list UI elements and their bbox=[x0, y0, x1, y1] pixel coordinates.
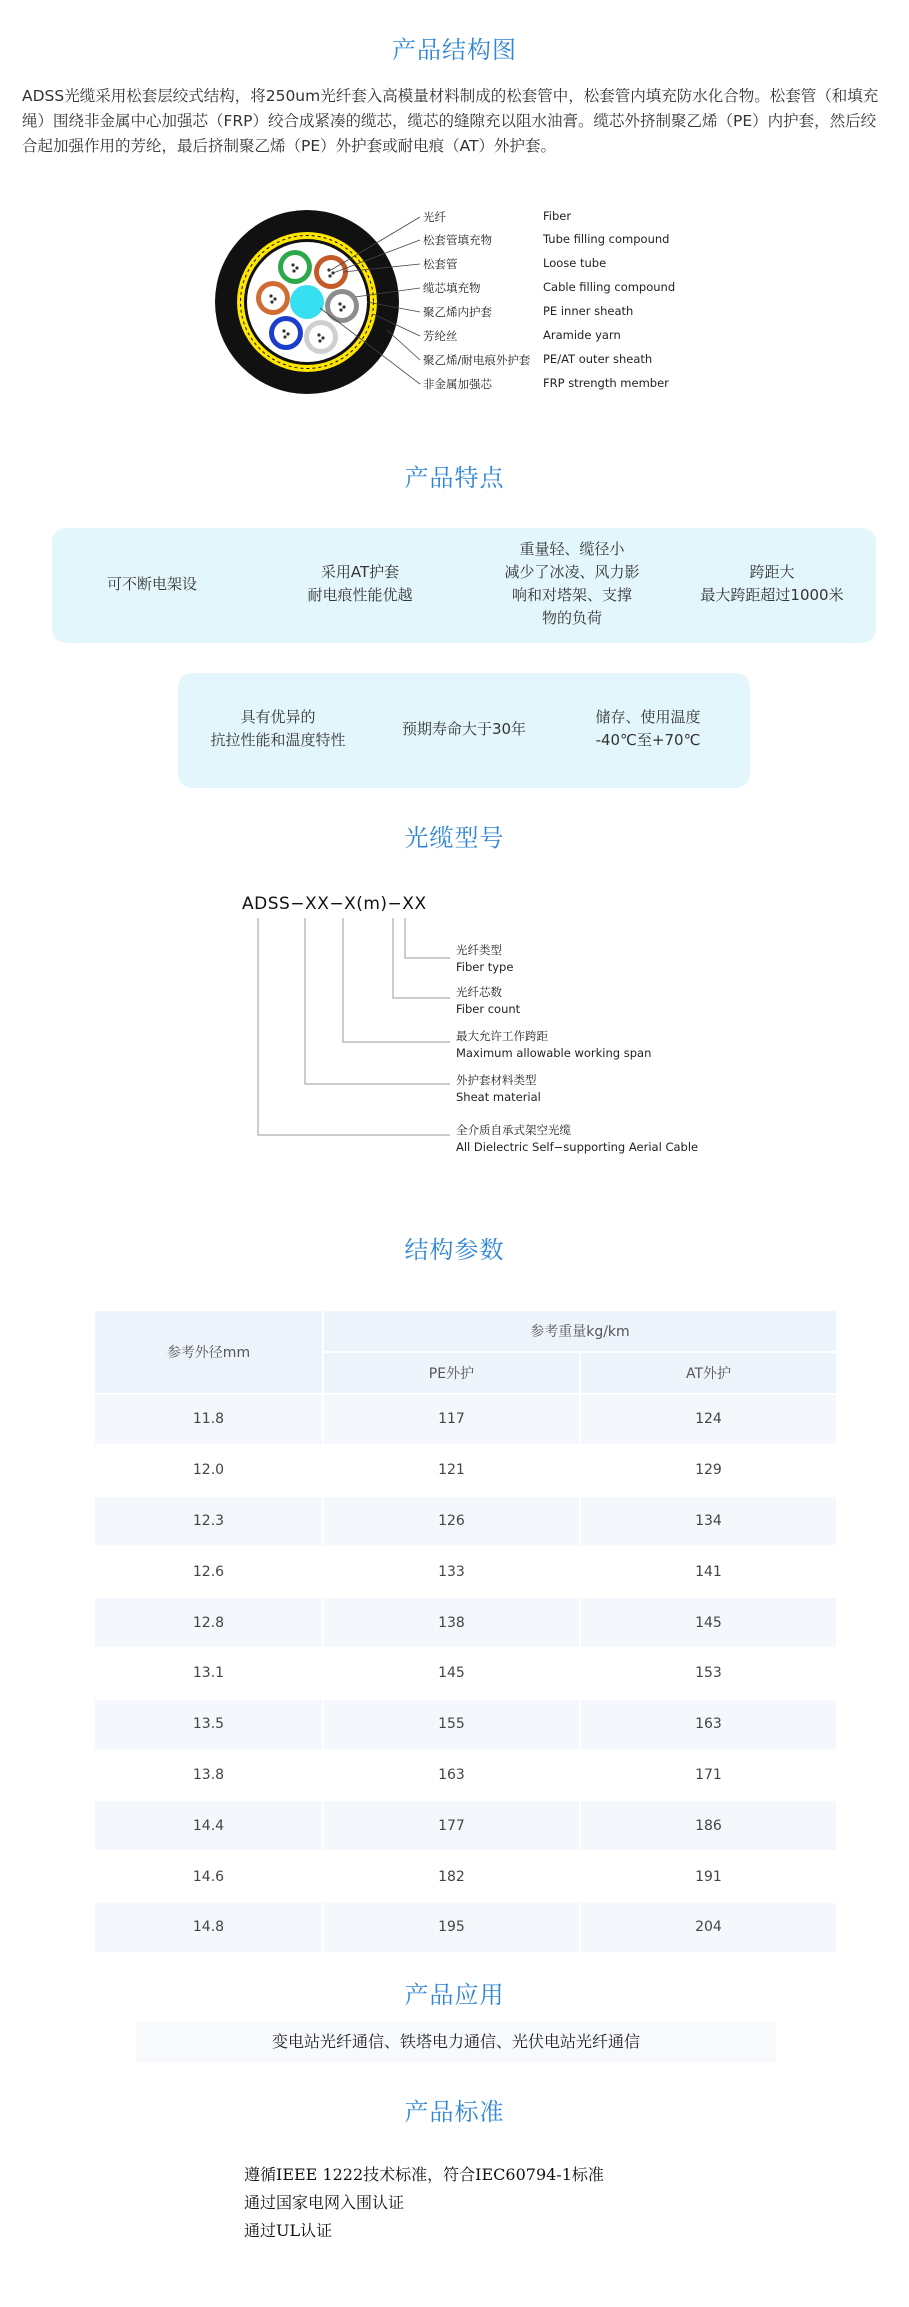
diagram-label-cn: 松套管填充物 bbox=[423, 233, 492, 247]
table-cell: 129 bbox=[581, 1446, 836, 1495]
feature-text: 可不断电架设 bbox=[106, 575, 197, 593]
table-cell: 12.6 bbox=[95, 1547, 322, 1596]
table-cell: 13.8 bbox=[95, 1751, 322, 1800]
model-label-en: All Dielectric Self−supporting Aerial Cable bbox=[456, 1140, 699, 1154]
feature-item bbox=[178, 706, 378, 752]
model-label-cn: 最大允许工作跨距 bbox=[456, 1029, 548, 1043]
diagram-label-cn: 聚乙烯内护套 bbox=[423, 305, 492, 319]
table-cell: 126 bbox=[324, 1497, 579, 1546]
feature-text: 重量轻、缆径小 bbox=[519, 540, 625, 558]
table-cell: 163 bbox=[581, 1700, 836, 1749]
feature-text: 预期寿命大于30年 bbox=[401, 720, 527, 738]
table-cell: 124 bbox=[581, 1395, 836, 1444]
feature-text: 响和对塔架、支撑 bbox=[511, 586, 632, 604]
table-body bbox=[95, 1395, 836, 1952]
section-title-structure: 产品结构图 bbox=[392, 36, 517, 64]
section-title-application: 产品应用 bbox=[404, 1981, 505, 2009]
section-title-params: 结构参数 bbox=[404, 1236, 505, 1264]
section-title-standard: 产品标准 bbox=[404, 2098, 505, 2126]
model-label-sheath bbox=[456, 1072, 541, 1106]
diagram-label-cn: 芳纶丝 bbox=[423, 329, 458, 343]
table-row bbox=[95, 1497, 836, 1546]
section-title-model: 光缆型号 bbox=[404, 824, 505, 852]
table-row bbox=[95, 1598, 836, 1647]
params-table bbox=[93, 1309, 838, 1954]
table-cell: 195 bbox=[324, 1903, 579, 1952]
table-cell: 12.8 bbox=[95, 1598, 322, 1647]
table-row bbox=[95, 1852, 836, 1901]
table-row bbox=[95, 1649, 836, 1698]
model-label-en: Fiber count bbox=[456, 1002, 521, 1016]
feature-text: 储存、使用温度 bbox=[595, 708, 701, 726]
feature-text: 物的负荷 bbox=[541, 609, 602, 627]
feature-text: 跨距大 bbox=[749, 563, 795, 581]
table-cell: 117 bbox=[324, 1395, 579, 1444]
model-label-cn: 光纤类型 bbox=[456, 943, 502, 957]
diagram-label-en: Aramide yarn bbox=[543, 328, 621, 342]
section-title-features: 产品特点 bbox=[404, 464, 505, 492]
feature-item bbox=[364, 718, 564, 741]
table-row bbox=[95, 1395, 836, 1444]
model-label-en: Maximum allowable working span bbox=[456, 1046, 652, 1060]
table-cell: 121 bbox=[324, 1446, 579, 1495]
feature-text: 减少了冰凌、风力影 bbox=[504, 563, 640, 581]
features-box-1 bbox=[52, 528, 876, 643]
diagram-label-en: FRP strength member bbox=[543, 376, 669, 390]
diagram-label-en: Tube filling compound bbox=[543, 232, 670, 246]
diagram-label-cn: 聚乙烯/耐电痕外护套 bbox=[423, 353, 531, 367]
table-cell: 141 bbox=[581, 1547, 836, 1596]
table-cell: 163 bbox=[324, 1751, 579, 1800]
table-cell: 204 bbox=[581, 1903, 836, 1952]
model-label-span bbox=[456, 1028, 651, 1062]
table-cell: 182 bbox=[324, 1852, 579, 1901]
feature-text: -40℃至+70℃ bbox=[595, 731, 701, 749]
table-cell: 171 bbox=[581, 1751, 836, 1800]
table-cell: 155 bbox=[324, 1700, 579, 1749]
table-header-pe: PE外护 bbox=[324, 1353, 579, 1393]
standard-line: 通过UL认证 bbox=[244, 2221, 333, 2240]
table-cell: 14.8 bbox=[95, 1903, 322, 1952]
table-cell: 145 bbox=[324, 1649, 579, 1698]
feature-text: 抗拉性能和温度特性 bbox=[210, 731, 346, 749]
table-cell: 186 bbox=[581, 1801, 836, 1850]
table-cell: 134 bbox=[581, 1497, 836, 1546]
features-box-2 bbox=[178, 673, 750, 788]
table-row bbox=[95, 1446, 836, 1495]
model-label-adss bbox=[456, 1122, 698, 1156]
feature-item bbox=[472, 538, 672, 630]
diagram-label-cn: 缆芯填充物 bbox=[423, 281, 481, 295]
intro-paragraph: ADSS光缆采用松套层绞式结构，将250um光纤套入高模量材料制成的松套管中，松套管内填充防水化合物。松套管（和填充绳）围绕非金属中心加强芯（FRP）绞合成紧凑的缆芯，缆芯的缝隙充以阻水油膏。缆芯外挤制聚乙烯（PE）内护套，然后绞合起加强作用的芳纶，最后挤制聚乙烯（PE）外护套或耐电痕（AT）外护套。 bbox=[22, 87, 879, 155]
table-cell: 13.1 bbox=[95, 1649, 322, 1698]
model-label-en: Sheat material bbox=[456, 1090, 541, 1104]
standard-line: 遵循IEEE 1222技术标准，符合IEC60794-1标准 bbox=[244, 2165, 604, 2184]
model-label-cn: 全介质自承式架空光缆 bbox=[456, 1123, 571, 1137]
feature-text: 具有优异的 bbox=[240, 708, 316, 726]
feature-item bbox=[260, 561, 460, 607]
table-row bbox=[95, 1751, 836, 1800]
table-row bbox=[95, 1903, 836, 1952]
table-cell: 133 bbox=[324, 1547, 579, 1596]
table-row bbox=[95, 1547, 836, 1596]
table-cell: 138 bbox=[324, 1598, 579, 1647]
table-cell: 14.6 bbox=[95, 1852, 322, 1901]
feature-text: 采用AT护套 bbox=[320, 563, 400, 581]
table-header-diameter: 参考外径mm bbox=[95, 1311, 322, 1393]
table-cell: 153 bbox=[581, 1649, 836, 1698]
model-label-fiber-count bbox=[456, 984, 520, 1018]
diagram-label-en: Fiber bbox=[543, 209, 572, 223]
feature-text: 耐电痕性能优越 bbox=[307, 586, 413, 604]
cable-cross-section-diagram bbox=[215, 202, 695, 402]
table-row bbox=[95, 1801, 836, 1850]
model-leader-lines bbox=[250, 918, 470, 1138]
model-label-cn: 光纤芯数 bbox=[456, 985, 502, 999]
model-code: ADSS−XX−X(m)−XX bbox=[242, 894, 427, 914]
diagram-label-en: PE inner sheath bbox=[543, 304, 634, 318]
table-cell: 13.5 bbox=[95, 1700, 322, 1749]
table-cell: 177 bbox=[324, 1801, 579, 1850]
diagram-label-en: Cable filling compound bbox=[543, 280, 676, 294]
table-row bbox=[95, 1700, 836, 1749]
table-cell: 191 bbox=[581, 1852, 836, 1901]
table-header-weight: 参考重量kg/km bbox=[324, 1311, 836, 1351]
standard-line: 通过国家电网入围认证 bbox=[244, 2193, 405, 2212]
table-cell: 145 bbox=[581, 1598, 836, 1647]
diagram-label-cn: 非金属加强芯 bbox=[423, 377, 492, 391]
feature-item bbox=[672, 561, 872, 607]
feature-item bbox=[52, 573, 252, 596]
diagram-label-en: Loose tube bbox=[543, 256, 607, 270]
table-cell: 12.3 bbox=[95, 1497, 322, 1546]
table-cell: 14.4 bbox=[95, 1801, 322, 1850]
feature-text: 最大跨距超过1000米 bbox=[700, 586, 844, 604]
model-label-fiber-type bbox=[456, 942, 513, 976]
table-cell: 12.0 bbox=[95, 1446, 322, 1495]
model-label-en: Fiber type bbox=[456, 960, 514, 974]
diagram-label-cn: 松套管 bbox=[423, 257, 458, 271]
application-text: 变电站光纤通信、铁塔电力通信、光伏电站光纤通信 bbox=[136, 2022, 776, 2062]
diagram-label-cn: 光纤 bbox=[423, 210, 446, 224]
feature-item bbox=[548, 706, 748, 752]
model-label-cn: 外护套材料类型 bbox=[456, 1073, 537, 1087]
table-header-at: AT外护 bbox=[581, 1353, 836, 1393]
diagram-label-en: PE/AT outer sheath bbox=[543, 352, 653, 366]
table-cell: 11.8 bbox=[95, 1395, 322, 1444]
